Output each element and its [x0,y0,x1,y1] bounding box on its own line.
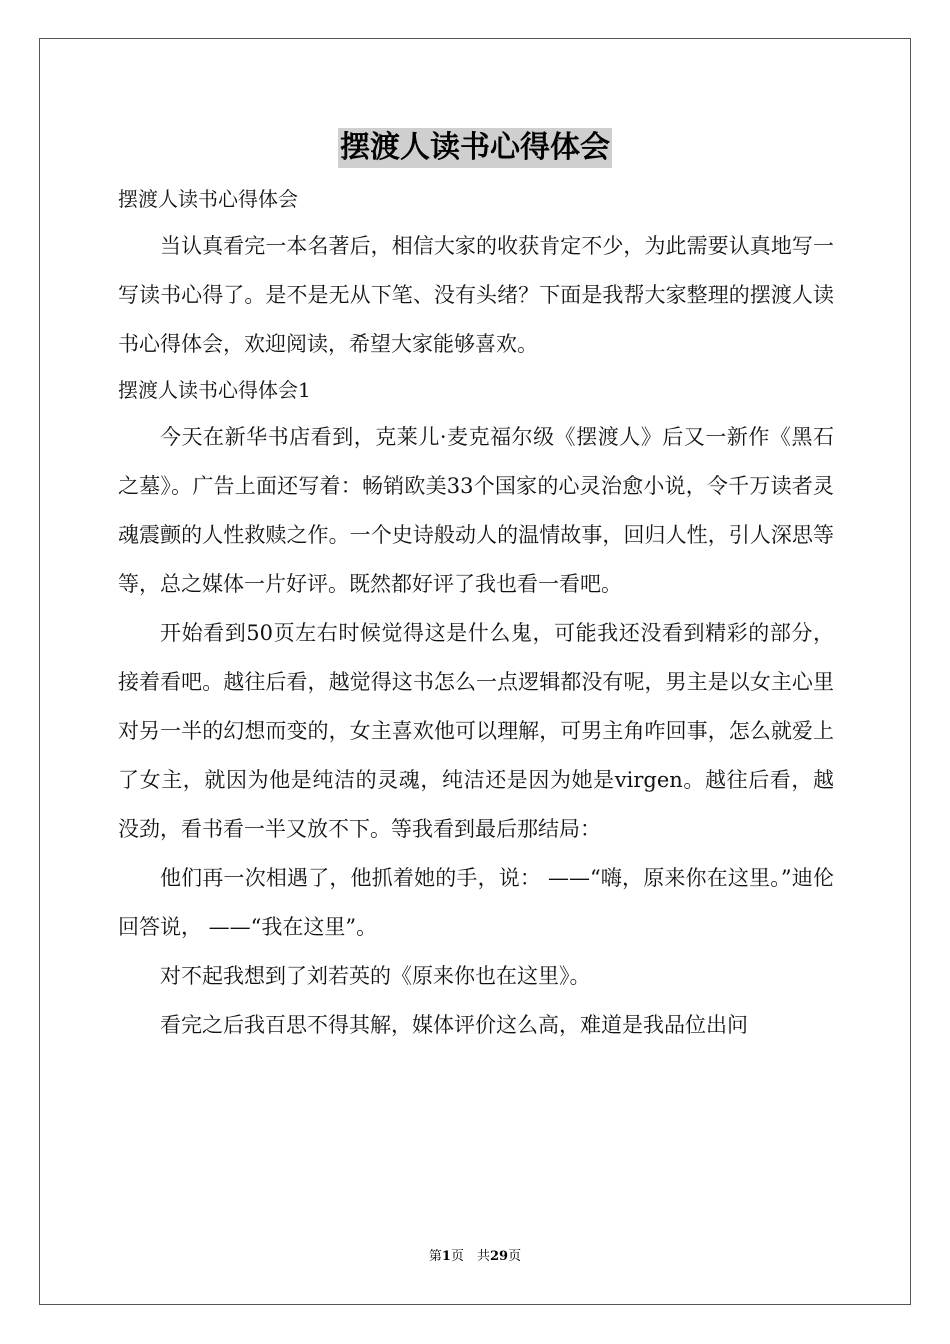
document-body [118,178,834,1050]
body-paragraph: 看完之后我百思不得其解，媒体评价这么高，难道是我品位出问 [160,1013,748,1037]
intro-paragraph: 当认真看完一本名著后，相信大家的收获肯定不少，为此需要认真地写一写读书心得了。是不是无从下笔、没有头绪？下面是我帮大家整理的摆渡人读书心得体会，欢迎阅读，希望大家能够喜欢。 [118,234,834,356]
footer-prefix: 第 [428,1249,442,1264]
footer-total-pages: 29 [489,1249,509,1264]
footer-page-number: 1 [441,1249,451,1264]
subtitle: 摆渡人读书心得体会 [118,187,298,211]
page-footer [0,1245,950,1264]
title-container [0,128,950,168]
page-title: 摆渡人读书心得体会 [338,128,612,168]
body-paragraph: 对不起我想到了刘若英的《原来你也在这里》。 [160,964,591,988]
section-heading: 摆渡人读书心得体会1 [118,378,311,402]
footer-middle: 页 共 [450,1249,490,1264]
footer-suffix: 页 [508,1249,522,1264]
body-paragraph: 今天在新华书店看到，克莱儿·麦克福尔级《摆渡人》后又一新作《黑石之墓》。广告上面还写着：畅销欧美33个国家的心灵治愈小说，令千万读者灵魂震颤的人性救赎之作。一个史诗般动人的温情故事，回归人性，引人深思等等，总之媒体一片好评。既然都好评了我也看一看吧。 [118,425,834,596]
body-paragraph: 他们再一次相遇了，他抓着她的手，说： ——“嗨，原来你在这里。”迪伦回答说， ——“我在这里”。 [118,866,834,939]
body-paragraph: 开始看到50页左右时候觉得这是什么鬼，可能我还没看到精彩的部分，接着看吧。越往后看，越觉得这书怎么一点逻辑都没有呢，男主是以女主心里对另一半的幻想而变的，女主喜欢他可以理解，可男主角咋回事，怎么就爱上了女主，就因为他是纯洁的灵魂，纯洁还是因为她是virgen。越往后看，越没劲，看书看一半又放不下。等我看到最后那结局： [118,621,834,841]
